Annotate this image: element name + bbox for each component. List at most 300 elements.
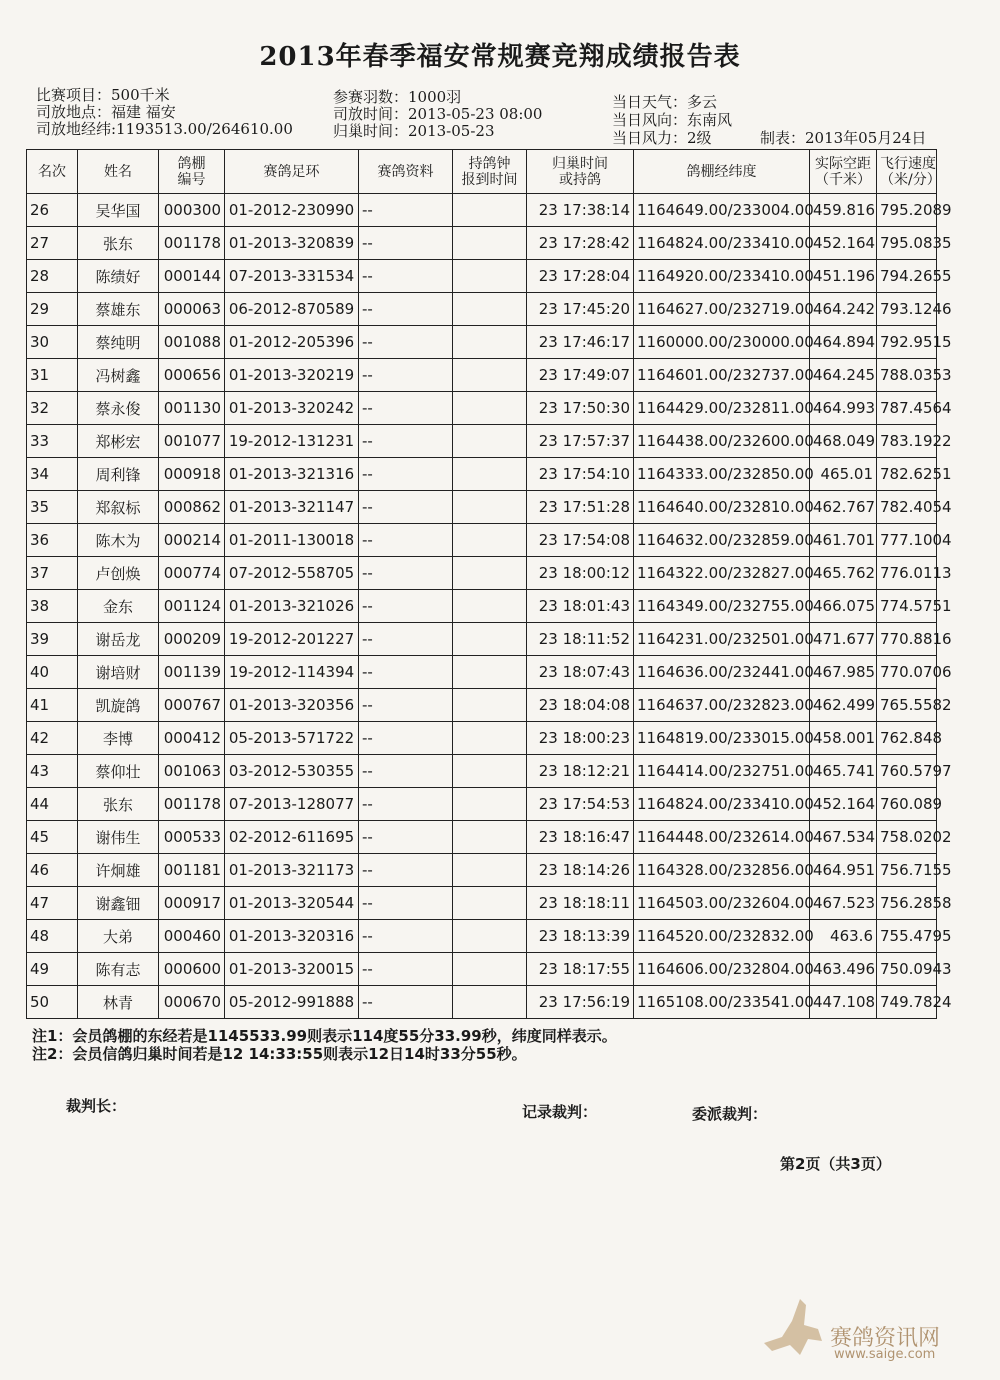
cell-coords: 1164824.00/233410.00 <box>634 227 810 260</box>
cell-ring: 03-2012-530355 <box>225 755 359 788</box>
cell-speed: 783.1922 <box>877 425 937 458</box>
cell-loft: 000063 <box>159 293 225 326</box>
table-row <box>27 854 937 887</box>
cell-speed: 749.7824 <box>877 986 937 1019</box>
cell-ring: 01-2012-230990 <box>225 194 359 227</box>
table-row <box>27 920 937 953</box>
made-date: 制表：2013年05月24日 <box>760 129 927 147</box>
cell-distance: 465.01 <box>810 458 877 491</box>
table-row <box>27 392 937 425</box>
cell-ring: 01-2013-321316 <box>225 458 359 491</box>
cell-name: 张东 <box>78 227 159 260</box>
note-2: 注2：会员信鸽归巢时间若是12 14:33:55则表示12日14时33分55秒。 <box>32 1045 527 1063</box>
cell-distance: 459.816 <box>810 194 877 227</box>
cell-speed: 787.4564 <box>877 392 937 425</box>
cell-name: 陈绩好 <box>78 260 159 293</box>
cell-info: -- <box>359 590 453 623</box>
cell-rank: 39 <box>27 623 78 656</box>
cell-loft: 001063 <box>159 755 225 788</box>
cell-rank: 32 <box>27 392 78 425</box>
cell-ring: 02-2012-611695 <box>225 821 359 854</box>
cell-arrival: 23 18:12:21 <box>527 755 634 788</box>
cell-arrival: 23 18:01:43 <box>527 590 634 623</box>
cell-distance: 451.196 <box>810 260 877 293</box>
cell-speed: 758.0202 <box>877 821 937 854</box>
cell-info: -- <box>359 326 453 359</box>
cell-info: -- <box>359 194 453 227</box>
cell-rank: 26 <box>27 194 78 227</box>
cell-distance: 464.242 <box>810 293 877 326</box>
cell-coords: 1164601.00/232737.00 <box>634 359 810 392</box>
cell-clock <box>453 392 527 425</box>
cell-clock <box>453 491 527 524</box>
header-speed-line2: （米/分） <box>880 171 941 188</box>
cell-rank: 29 <box>27 293 78 326</box>
cell-info: -- <box>359 887 453 920</box>
cell-coords: 1164640.00/232810.00 <box>634 491 810 524</box>
cell-rank: 41 <box>27 689 78 722</box>
cell-speed: 795.2089 <box>877 194 937 227</box>
wind-direction: 当日风向：东南风 <box>612 111 733 129</box>
cell-speed: 793.1246 <box>877 293 937 326</box>
cell-ring: 05-2012-991888 <box>225 986 359 1019</box>
cell-rank: 48 <box>27 920 78 953</box>
cell-distance: 464.894 <box>810 326 877 359</box>
cell-distance: 465.741 <box>810 755 877 788</box>
cell-coords: 1164448.00/232614.00 <box>634 821 810 854</box>
cell-loft: 000918 <box>159 458 225 491</box>
table-row <box>27 326 937 359</box>
cell-ring: 01-2013-321147 <box>225 491 359 524</box>
cell-coords: 1164349.00/232755.00 <box>634 590 810 623</box>
header-clock <box>453 150 527 194</box>
table-row <box>27 425 937 458</box>
cell-rank: 27 <box>27 227 78 260</box>
cell-arrival: 23 18:14:26 <box>527 854 634 887</box>
cell-distance: 452.164 <box>810 788 877 821</box>
cell-rank: 49 <box>27 953 78 986</box>
header-clock-line2: 报到时间 <box>461 171 518 188</box>
results-table <box>26 149 952 1019</box>
cell-ring: 06-2012-870589 <box>225 293 359 326</box>
cell-arrival: 23 17:28:42 <box>527 227 634 260</box>
header-loft-coords: 鸽棚经纬度 <box>634 150 810 194</box>
table-row <box>27 788 937 821</box>
cell-speed: 755.4795 <box>877 920 937 953</box>
cell-rank: 45 <box>27 821 78 854</box>
table-header <box>27 150 937 194</box>
cell-coords: 1164649.00/233004.00 <box>634 194 810 227</box>
cell-name: 林青 <box>78 986 159 1019</box>
cell-rank: 44 <box>27 788 78 821</box>
cell-loft: 000656 <box>159 359 225 392</box>
cell-arrival: 23 17:54:08 <box>527 524 634 557</box>
record-referee: 记录裁判： <box>522 1103 598 1121</box>
cell-coords: 1164627.00/232719.00 <box>634 293 810 326</box>
cell-info: -- <box>359 623 453 656</box>
cell-info: -- <box>359 689 453 722</box>
cell-rank: 31 <box>27 359 78 392</box>
cell-speed: 792.9515 <box>877 326 937 359</box>
cell-distance: 464.245 <box>810 359 877 392</box>
table-row <box>27 293 937 326</box>
cell-clock <box>453 194 527 227</box>
cell-arrival: 23 18:16:47 <box>527 821 634 854</box>
cell-clock <box>453 227 527 260</box>
cell-arrival: 23 17:54:53 <box>527 788 634 821</box>
release-coordinates: 司放地经纬:1193513.00/264610.00 <box>36 120 293 138</box>
cell-info: -- <box>359 920 453 953</box>
cell-loft: 000600 <box>159 953 225 986</box>
cell-clock <box>453 260 527 293</box>
cell-ring: 01-2013-321173 <box>225 854 359 887</box>
page-number: 第2页（共3页） <box>780 1155 891 1173</box>
pigeon-logo-icon <box>760 1295 830 1367</box>
cell-info: -- <box>359 821 453 854</box>
cell-clock <box>453 590 527 623</box>
cell-coords: 1164438.00/232600.00 <box>634 425 810 458</box>
header-loft-line1: 鸽棚 <box>177 155 206 172</box>
cell-ring: 01-2013-320219 <box>225 359 359 392</box>
table-row <box>27 359 937 392</box>
cell-speed: 765.5582 <box>877 689 937 722</box>
cell-coords: 1164429.00/232811.00 <box>634 392 810 425</box>
cell-arrival: 23 18:18:11 <box>527 887 634 920</box>
cell-distance: 462.767 <box>810 491 877 524</box>
cell-arrival: 23 17:28:04 <box>527 260 634 293</box>
cell-loft: 000533 <box>159 821 225 854</box>
table-row <box>27 887 937 920</box>
cell-loft: 000214 <box>159 524 225 557</box>
cell-clock <box>453 326 527 359</box>
cell-distance: 466.075 <box>810 590 877 623</box>
cell-info: -- <box>359 458 453 491</box>
cell-speed: 760.089 <box>877 788 937 821</box>
header-distance <box>810 150 877 194</box>
cell-arrival: 23 18:04:08 <box>527 689 634 722</box>
cell-speed: 795.0835 <box>877 227 937 260</box>
cell-clock <box>453 656 527 689</box>
cell-speed: 770.0706 <box>877 656 937 689</box>
cell-distance: 463.6 <box>810 920 877 953</box>
return-time: 归巢时间：2013-05-23 <box>333 122 495 140</box>
cell-coords: 1164606.00/232804.00 <box>634 953 810 986</box>
cell-name: 许炯雄 <box>78 854 159 887</box>
cell-loft: 000917 <box>159 887 225 920</box>
cell-clock <box>453 953 527 986</box>
cell-rank: 40 <box>27 656 78 689</box>
cell-distance: 461.701 <box>810 524 877 557</box>
cell-info: -- <box>359 293 453 326</box>
cell-name: 谢培财 <box>78 656 159 689</box>
cell-loft: 001178 <box>159 788 225 821</box>
cell-coords: 1164322.00/232827.00 <box>634 557 810 590</box>
cell-distance: 458.001 <box>810 722 877 755</box>
cell-arrival: 23 18:13:39 <box>527 920 634 953</box>
cell-clock <box>453 755 527 788</box>
table-row <box>27 458 937 491</box>
cell-clock <box>453 359 527 392</box>
cell-loft: 001124 <box>159 590 225 623</box>
cell-clock <box>453 986 527 1019</box>
table-row <box>27 689 937 722</box>
cell-clock <box>453 623 527 656</box>
cell-arrival: 23 18:17:55 <box>527 953 634 986</box>
cell-info: -- <box>359 524 453 557</box>
cell-distance: 463.496 <box>810 953 877 986</box>
cell-name: 李博 <box>78 722 159 755</box>
cell-rank: 47 <box>27 887 78 920</box>
cell-ring: 01-2012-205396 <box>225 326 359 359</box>
header-loft-line2: 编号 <box>177 171 206 188</box>
cell-loft: 000144 <box>159 260 225 293</box>
cell-rank: 35 <box>27 491 78 524</box>
cell-loft: 001181 <box>159 854 225 887</box>
event-info: 比赛项目：500千米 <box>36 86 170 104</box>
cell-rank: 36 <box>27 524 78 557</box>
header-arrival-line2: 或持鸽 <box>559 171 601 188</box>
cell-coords: 1164824.00/233410.00 <box>634 788 810 821</box>
release-location: 司放地点：福建 福安 <box>36 103 176 121</box>
cell-coords: 1164819.00/233015.00 <box>634 722 810 755</box>
cell-speed: 750.0943 <box>877 953 937 986</box>
cell-rank: 30 <box>27 326 78 359</box>
cell-ring: 01-2013-320356 <box>225 689 359 722</box>
cell-ring: 01-2013-321026 <box>225 590 359 623</box>
cell-loft: 000300 <box>159 194 225 227</box>
cell-clock <box>453 854 527 887</box>
cell-speed: 760.5797 <box>877 755 937 788</box>
cell-info: -- <box>359 425 453 458</box>
cell-arrival: 23 17:57:37 <box>527 425 634 458</box>
cell-name: 周利锋 <box>78 458 159 491</box>
table-row <box>27 590 937 623</box>
cell-ring: 01-2013-320316 <box>225 920 359 953</box>
cell-arrival: 23 18:11:52 <box>527 623 634 656</box>
cell-name: 冯树鑫 <box>78 359 159 392</box>
cell-info: -- <box>359 359 453 392</box>
cell-arrival: 23 17:38:14 <box>527 194 634 227</box>
cell-speed: 777.1004 <box>877 524 937 557</box>
cell-rank: 37 <box>27 557 78 590</box>
watermark <box>760 1295 980 1367</box>
cell-ring: 01-2011-130018 <box>225 524 359 557</box>
table-row <box>27 623 937 656</box>
cell-loft: 001178 <box>159 227 225 260</box>
cell-coords: 1164328.00/232856.00 <box>634 854 810 887</box>
table-row <box>27 227 937 260</box>
cell-arrival: 23 18:00:12 <box>527 557 634 590</box>
cell-speed: 756.2858 <box>877 887 937 920</box>
cell-loft: 001139 <box>159 656 225 689</box>
cell-coords: 1164414.00/232751.00 <box>634 755 810 788</box>
cell-arrival: 23 18:00:23 <box>527 722 634 755</box>
header-distance-line1: 实际空距 <box>815 155 871 172</box>
table-row <box>27 656 937 689</box>
cell-name: 大弟 <box>78 920 159 953</box>
header-arrival-line1: 归巢时间 <box>552 155 608 172</box>
cell-rank: 46 <box>27 854 78 887</box>
table-row <box>27 524 937 557</box>
cell-clock <box>453 722 527 755</box>
header-loft <box>159 150 225 194</box>
cell-coords: 1164632.00/232859.00 <box>634 524 810 557</box>
watermark-url: www.saige.com <box>834 1347 936 1362</box>
cell-name: 凯旋鸽 <box>78 689 159 722</box>
cell-name: 吴华国 <box>78 194 159 227</box>
cell-name: 谢伟生 <box>78 821 159 854</box>
cell-info: -- <box>359 788 453 821</box>
table-row <box>27 755 937 788</box>
notes <box>32 1027 617 1063</box>
cell-name: 陈有志 <box>78 953 159 986</box>
cell-clock <box>453 920 527 953</box>
cell-clock <box>453 821 527 854</box>
cell-clock <box>453 458 527 491</box>
cell-distance: 452.164 <box>810 227 877 260</box>
header-clock-line1: 持鸽钟 <box>468 155 511 172</box>
cell-name: 张东 <box>78 788 159 821</box>
cell-ring: 19-2012-131231 <box>225 425 359 458</box>
cell-name: 谢岳龙 <box>78 623 159 656</box>
cell-distance: 464.993 <box>810 392 877 425</box>
cell-clock <box>453 524 527 557</box>
cell-distance: 467.523 <box>810 887 877 920</box>
cell-loft: 000767 <box>159 689 225 722</box>
cell-speed: 782.4054 <box>877 491 937 524</box>
cell-coords: 1164520.00/232832.00 <box>634 920 810 953</box>
cell-clock <box>453 425 527 458</box>
table-row <box>27 986 937 1019</box>
cell-arrival: 23 17:51:28 <box>527 491 634 524</box>
cell-arrival: 23 17:54:10 <box>527 458 634 491</box>
table-row <box>27 194 937 227</box>
cell-info: -- <box>359 227 453 260</box>
wind-force: 当日风力：2级 <box>612 129 712 147</box>
header-speed-line1: 飞行速度 <box>880 155 936 172</box>
cell-arrival: 23 17:56:19 <box>527 986 634 1019</box>
cell-info: -- <box>359 755 453 788</box>
cell-clock <box>453 887 527 920</box>
cell-name: 陈木为 <box>78 524 159 557</box>
header-info: 赛鸽资料 <box>359 150 453 194</box>
cell-coords: 1164637.00/232823.00 <box>634 689 810 722</box>
cell-distance: 447.108 <box>810 986 877 1019</box>
weather: 当日天气：多云 <box>612 93 718 111</box>
cell-ring: 05-2013-571722 <box>225 722 359 755</box>
cell-loft: 001077 <box>159 425 225 458</box>
table-row <box>27 260 937 293</box>
release-time: 司放时间：2013-05-23 08:00 <box>333 105 543 123</box>
cell-speed: 782.6251 <box>877 458 937 491</box>
cell-distance: 465.762 <box>810 557 877 590</box>
cell-info: -- <box>359 557 453 590</box>
cell-coords: 1164920.00/233410.00 <box>634 260 810 293</box>
cell-distance: 464.951 <box>810 854 877 887</box>
cell-loft: 000460 <box>159 920 225 953</box>
header-distance-line2: （千米） <box>815 171 871 188</box>
cell-rank: 28 <box>27 260 78 293</box>
header-speed <box>877 150 941 194</box>
cell-rank: 33 <box>27 425 78 458</box>
cell-info: -- <box>359 986 453 1019</box>
cell-coords: 1160000.00/230000.00 <box>634 326 810 359</box>
cell-loft: 001130 <box>159 392 225 425</box>
cell-loft: 000774 <box>159 557 225 590</box>
cell-rank: 43 <box>27 755 78 788</box>
cell-name: 金东 <box>78 590 159 623</box>
cell-coords: 1164231.00/232501.00 <box>634 623 810 656</box>
table-row <box>27 821 937 854</box>
header-rank: 名次 <box>27 150 78 194</box>
cell-speed: 776.0113 <box>877 557 937 590</box>
cell-clock <box>453 293 527 326</box>
cell-arrival: 23 17:45:20 <box>527 293 634 326</box>
cell-name: 郑叙标 <box>78 491 159 524</box>
cell-loft: 000670 <box>159 986 225 1019</box>
report-title: 2013年春季福安常规赛竞翔成绩报告表 <box>259 42 741 72</box>
table-row <box>27 491 937 524</box>
cell-coords: 1164636.00/232441.00 <box>634 656 810 689</box>
cell-rank: 34 <box>27 458 78 491</box>
cell-speed: 794.2655 <box>877 260 937 293</box>
table-row <box>27 953 937 986</box>
cell-clock <box>453 788 527 821</box>
chief-referee: 裁判长： <box>66 1097 127 1115</box>
cell-arrival: 23 18:07:43 <box>527 656 634 689</box>
cell-arrival: 23 17:46:17 <box>527 326 634 359</box>
cell-speed: 774.5751 <box>877 590 937 623</box>
cell-distance: 462.499 <box>810 689 877 722</box>
cell-ring: 01-2013-320242 <box>225 392 359 425</box>
note-1: 注1：会员鸽棚的东经若是1145533.99则表示114度55分33.99秒，纬度同样表示。 <box>32 1027 617 1045</box>
cell-speed: 788.0353 <box>877 359 937 392</box>
cell-rank: 42 <box>27 722 78 755</box>
cell-clock <box>453 557 527 590</box>
entries-count: 参赛羽数：1000羽 <box>333 88 462 106</box>
cell-ring: 07-2013-331534 <box>225 260 359 293</box>
table-row <box>27 557 937 590</box>
cell-loft: 000412 <box>159 722 225 755</box>
cell-name: 蔡永俊 <box>78 392 159 425</box>
cell-info: -- <box>359 953 453 986</box>
cell-arrival: 23 17:49:07 <box>527 359 634 392</box>
cell-ring: 01-2013-320015 <box>225 953 359 986</box>
cell-loft: 000209 <box>159 623 225 656</box>
cell-coords: 1165108.00/233541.00 <box>634 986 810 1019</box>
cell-coords: 1164503.00/232604.00 <box>634 887 810 920</box>
cell-info: -- <box>359 491 453 524</box>
cell-speed: 762.848 <box>877 722 937 755</box>
cell-distance: 467.985 <box>810 656 877 689</box>
cell-speed: 770.8816 <box>877 623 937 656</box>
cell-rank: 50 <box>27 986 78 1019</box>
header-ring: 赛鸽足环 <box>225 150 359 194</box>
cell-loft: 001088 <box>159 326 225 359</box>
cell-distance: 471.677 <box>810 623 877 656</box>
cell-speed: 756.7155 <box>877 854 937 887</box>
cell-distance: 467.534 <box>810 821 877 854</box>
cell-distance: 468.049 <box>810 425 877 458</box>
cell-clock <box>453 689 527 722</box>
cell-name: 蔡仰壮 <box>78 755 159 788</box>
cell-coords: 1164333.00/232850.00 <box>634 458 810 491</box>
header-name: 姓名 <box>78 150 159 194</box>
delegate-referee: 委派裁判： <box>692 1105 768 1123</box>
cell-ring: 01-2013-320839 <box>225 227 359 260</box>
cell-info: -- <box>359 392 453 425</box>
cell-name: 蔡纯明 <box>78 326 159 359</box>
